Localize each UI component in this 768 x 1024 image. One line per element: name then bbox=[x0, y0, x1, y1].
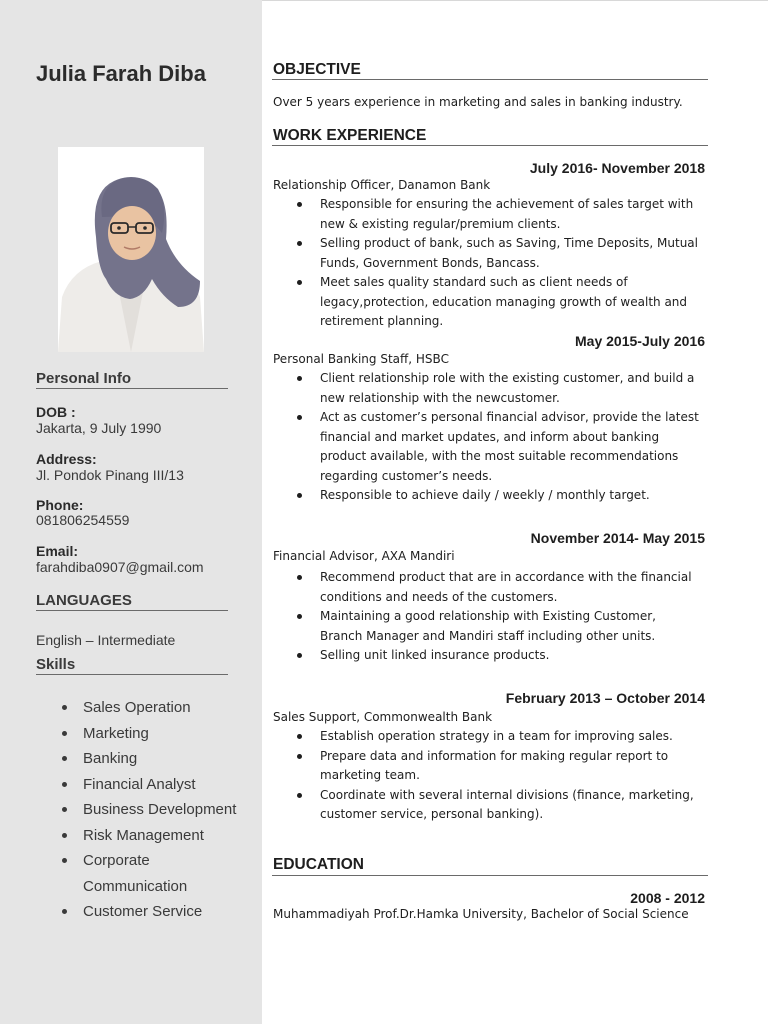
work-experience-heading: WORK EXPERIENCE bbox=[273, 127, 427, 144]
responsibility-item: Selling unit linked insurance products. bbox=[320, 646, 700, 666]
responsibility-item: Maintaining a good relationship with Existing Customer, Branch Manager and Mandiri staff including other units. bbox=[320, 607, 700, 646]
education-heading: EDUCATION bbox=[273, 856, 364, 873]
phone-value: 081806254559 bbox=[36, 512, 130, 528]
job-role: Personal Banking Staff, HSBC bbox=[273, 352, 449, 366]
responsibility-item: Establish operation strategy in a team for improving sales. bbox=[320, 727, 700, 747]
responsibility-item: Prepare data and information for making regular report to marketing team. bbox=[320, 747, 700, 786]
job-responsibilities bbox=[320, 727, 700, 825]
responsibility-item: Responsible to achieve daily / weekly / monthly target. bbox=[320, 486, 700, 506]
skill-item: Financial Analyst bbox=[83, 772, 253, 798]
email-label: Email: bbox=[36, 543, 79, 559]
portrait-illustration bbox=[58, 147, 204, 352]
job-role: Sales Support, Commonwealth Bank bbox=[273, 710, 493, 724]
job-date: May 2015-July 2016 bbox=[575, 333, 705, 349]
skill-item: Marketing bbox=[83, 721, 253, 747]
responsibility-item: Client relationship role with the existing customer, and build a new relationship with the newcustomer. bbox=[320, 369, 700, 408]
job-date: July 2016- November 2018 bbox=[529, 160, 705, 176]
email-value: farahdiba0907@gmail.com bbox=[36, 559, 204, 575]
objective-heading: OBJECTIVE bbox=[273, 61, 361, 78]
objective-text: Over 5 years experience in marketing and sales in banking industry. bbox=[273, 95, 683, 109]
job-responsibilities bbox=[320, 195, 700, 332]
skill-item: Corporate Communication bbox=[83, 848, 253, 899]
candidate-name: Julia Farah Diba bbox=[36, 61, 206, 86]
personal-info-heading: Personal Info bbox=[36, 370, 132, 387]
languages-divider bbox=[36, 610, 228, 611]
responsibility-item: Coordinate with several internal divisions (finance, marketing, customer service, personal banking). bbox=[320, 786, 700, 825]
address-label: Address: bbox=[36, 451, 97, 467]
skill-item: Customer Service bbox=[83, 899, 253, 925]
skills-list bbox=[83, 695, 253, 925]
address-value: Jl. Pondok Pinang III/13 bbox=[36, 467, 184, 483]
skills-heading: Skills bbox=[36, 656, 76, 673]
top-divider bbox=[262, 0, 768, 1]
dob-value: Jakarta, 9 July 1990 bbox=[36, 420, 162, 436]
education-divider bbox=[272, 875, 708, 876]
job-responsibilities bbox=[320, 369, 700, 506]
dob-label: DOB : bbox=[36, 404, 76, 420]
profile-photo bbox=[58, 147, 204, 352]
job-role: Relationship Officer, Danamon Bank bbox=[273, 178, 491, 192]
skills-divider bbox=[36, 674, 228, 675]
objective-divider bbox=[272, 79, 708, 80]
responsibility-item: Responsible for ensuring the achievement of sales target with new & existing regular/premium clients. bbox=[320, 195, 700, 234]
personal-info-divider bbox=[36, 388, 228, 389]
languages-heading: LANGUAGES bbox=[36, 592, 132, 609]
job-responsibilities bbox=[320, 568, 700, 666]
education-date: 2008 - 2012 bbox=[630, 890, 705, 906]
skill-item: Business Development bbox=[83, 797, 253, 823]
responsibility-item: Selling product of bank, such as Saving, Time Deposits, Mutual Funds, Government Bonds, Bancass. bbox=[320, 234, 700, 273]
phone-label: Phone: bbox=[36, 497, 84, 513]
responsibility-item: Recommend product that are in accordance with the financial conditions and needs of the customers. bbox=[320, 568, 700, 607]
skill-item: Sales Operation bbox=[83, 695, 253, 721]
work-experience-divider bbox=[272, 145, 708, 146]
responsibility-item: Act as customer’s personal financial advisor, provide the latest financial and market updates, and inform about banking product available, with the most suitable recommendations regarding customer’s needs. bbox=[320, 408, 700, 486]
job-role: Financial Advisor, AXA Mandiri bbox=[273, 549, 455, 563]
responsibility-item: Meet sales quality standard such as client needs of legacy,protection, education managing growth of wealth and retirement planning. bbox=[320, 273, 700, 332]
education-text: Muhammadiyah Prof.Dr.Hamka University, Bachelor of Social Science bbox=[273, 907, 689, 921]
skill-item: Risk Management bbox=[83, 823, 253, 849]
language-value: English – Intermediate bbox=[36, 632, 176, 648]
job-date: February 2013 – October 2014 bbox=[505, 690, 705, 706]
skill-item: Banking bbox=[83, 746, 253, 772]
job-date: November 2014- May 2015 bbox=[530, 530, 705, 546]
